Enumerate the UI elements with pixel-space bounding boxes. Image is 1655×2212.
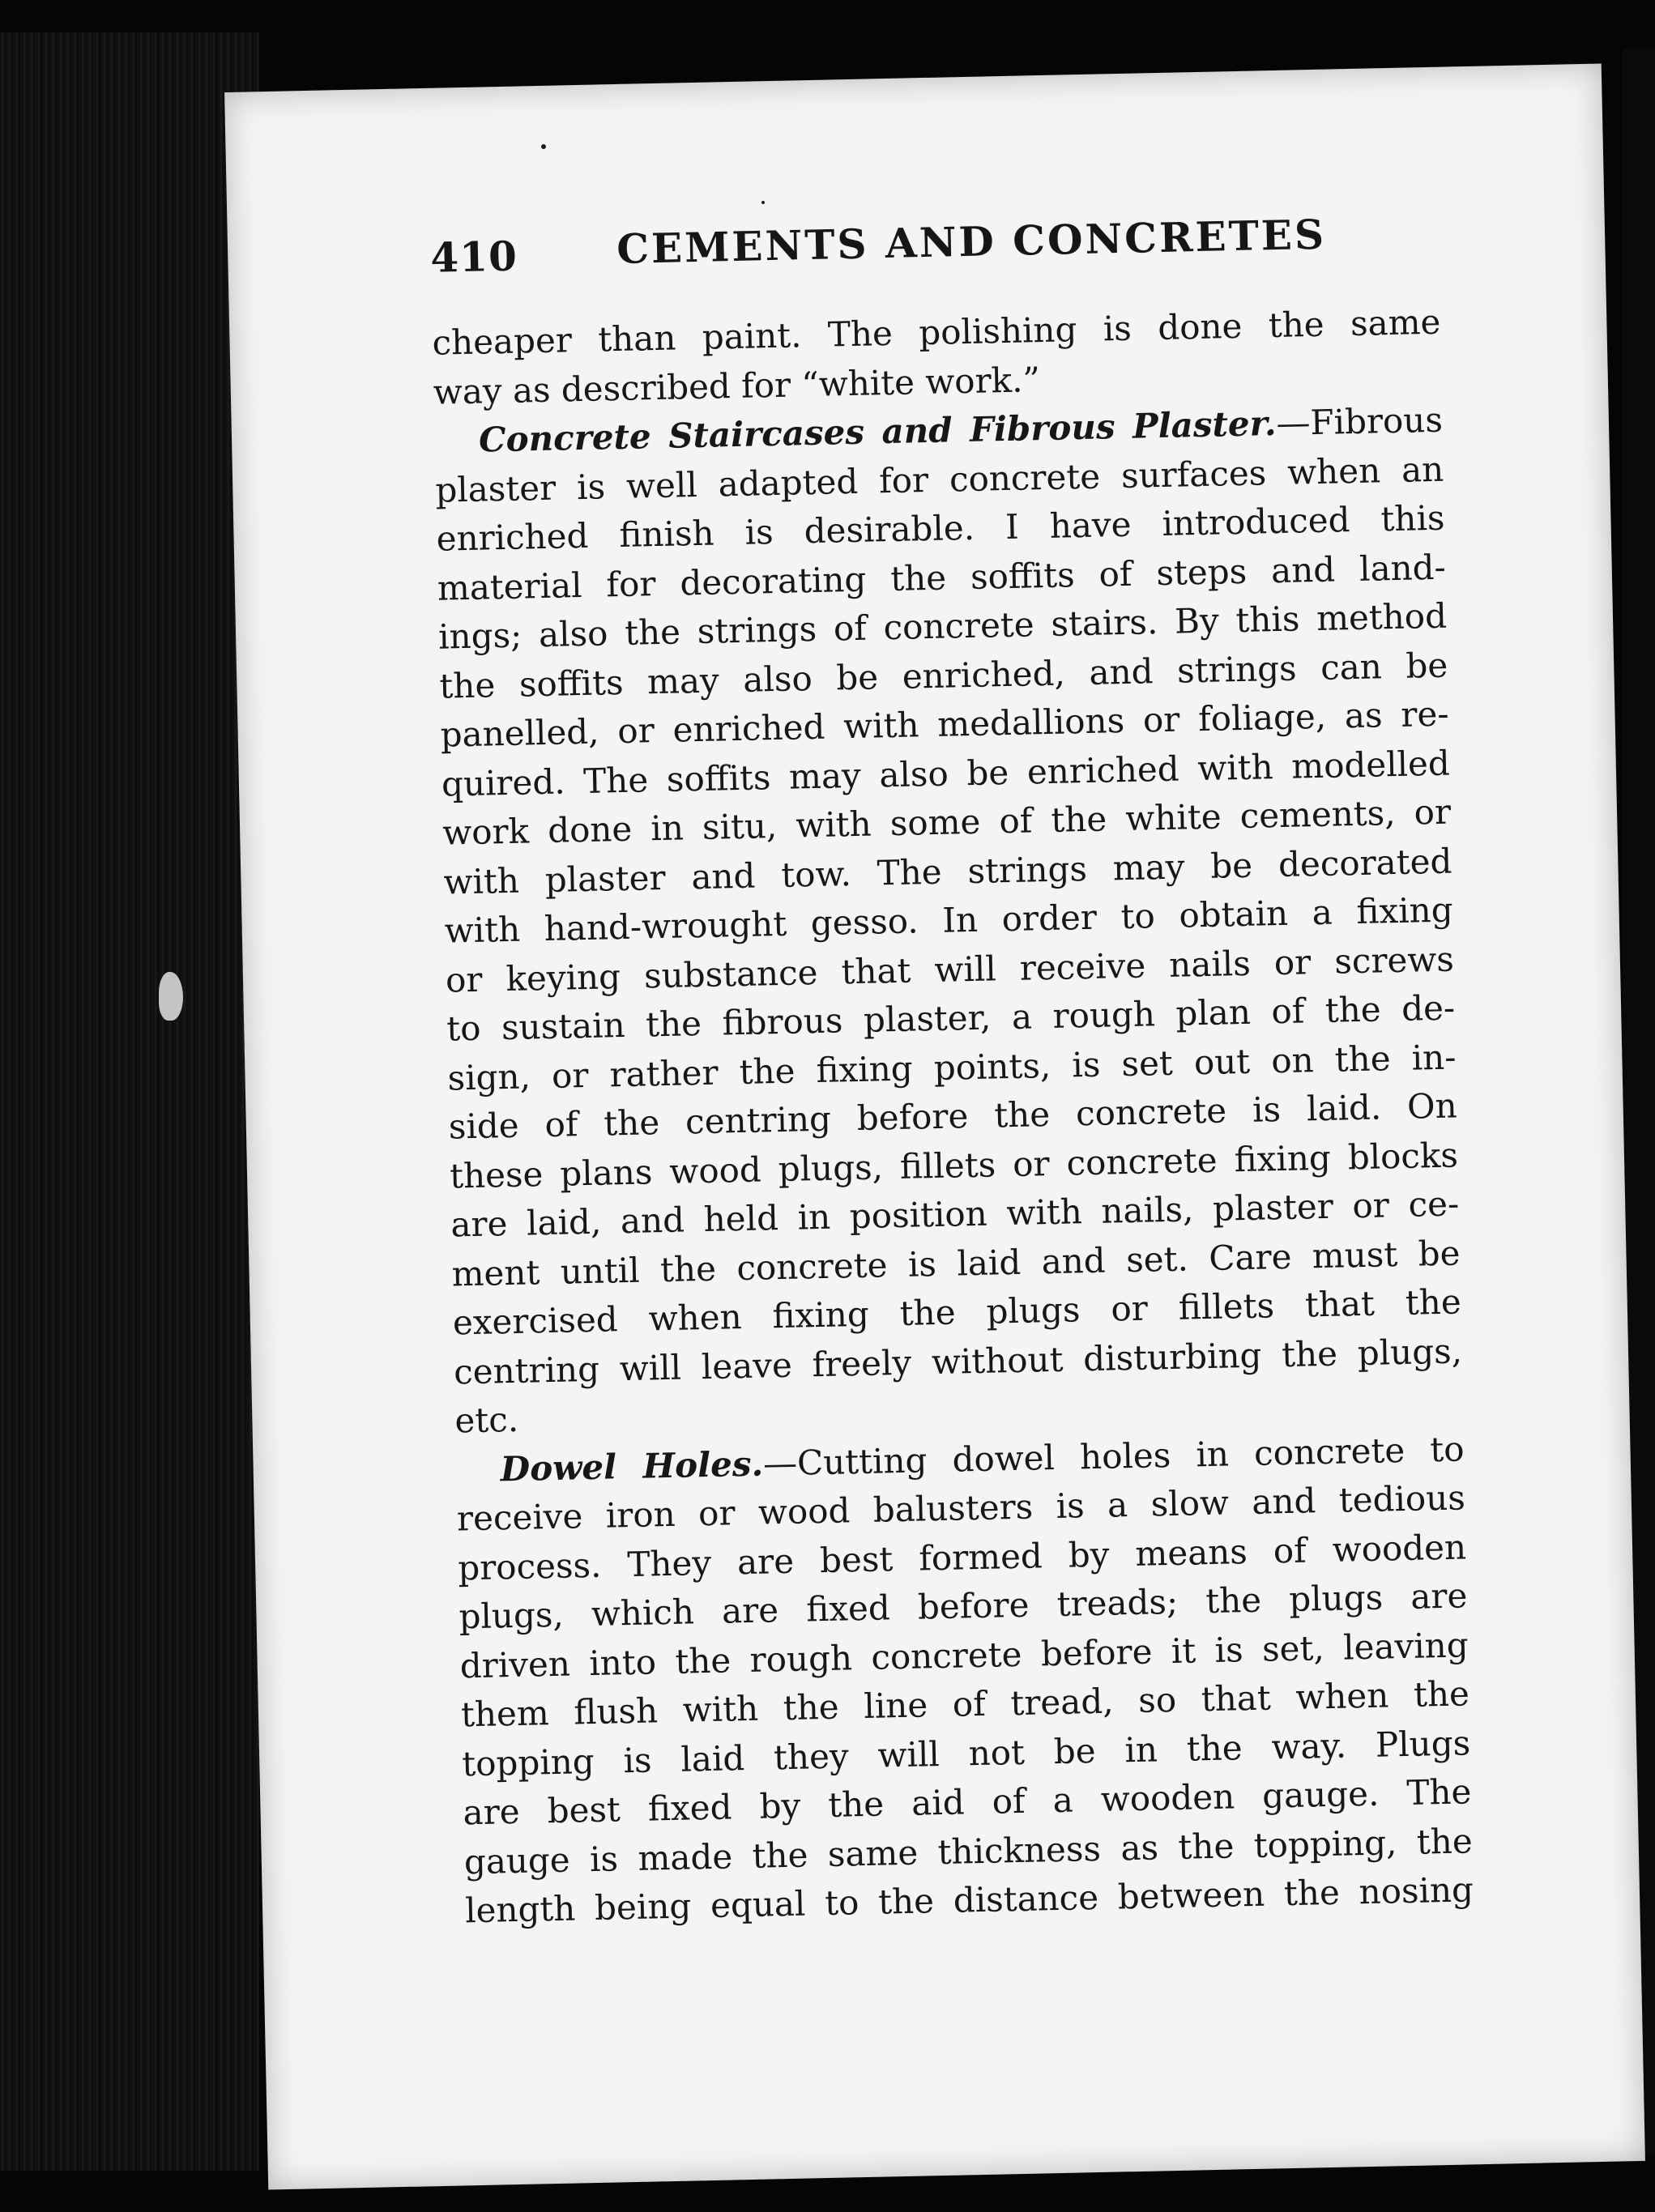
page-header <box>430 212 1484 299</box>
text-line: gauge is made the same thickness as the topping, the <box>463 1820 1474 1882</box>
text-line: are best fixed by the aid of a wooden gauge. The <box>463 1771 1472 1833</box>
text-line: to sustain the fibrous plaster, a rough plan of the de- <box>446 987 1456 1049</box>
text-line: plugs, which are fixed before treads; the plugs are <box>459 1575 1468 1637</box>
text-line: cheaper than paint. The polishing is done the same <box>432 301 1441 363</box>
text-line: ment until the concrete is laid and set. Care must be <box>451 1232 1461 1294</box>
text-line: etc. <box>454 1399 519 1441</box>
book-page <box>224 63 1645 2189</box>
section-subhead: Concrete Staircases and Fibrous Plaster. <box>478 403 1277 460</box>
paragraph <box>434 396 1464 1446</box>
text-line: quired. The soffits may also be enriched with modelled <box>441 743 1451 804</box>
text-line: are laid, and held in position with nails, plaster or ce- <box>450 1183 1460 1245</box>
book-spine-edge <box>0 32 259 2171</box>
page-number: 410 <box>429 232 518 282</box>
text-line: with hand-wrought gesso. In order to obtain a fixing <box>444 889 1454 951</box>
text-line: ings; also the strings of concrete stairs. By this method <box>437 595 1448 657</box>
text-line: process. They are best formed by means of wooden <box>457 1526 1467 1588</box>
text-line: exercised when fixing the plugs or fillets that the <box>452 1281 1462 1343</box>
text-line: work done in situ, with some of the white cements, or <box>441 791 1452 853</box>
text-line: panelled, or enriched with medallions or foliage, as re- <box>440 693 1449 755</box>
text-line: receive iron or wood balusters is a slow and tedious <box>456 1477 1466 1539</box>
text-line: enriched finish is desirable. I have introduced this <box>436 497 1445 559</box>
text-line: the soffits may also be enriched, and strings can be <box>438 645 1448 706</box>
edge-blemish <box>159 972 183 1021</box>
text-line: driven into the rough concrete before it is set, leaving <box>459 1624 1469 1686</box>
paragraph <box>455 1425 1474 1936</box>
text-line: or keying substance that will receive nails or screws <box>445 939 1455 1000</box>
text-line: topping is laid they will not be in the way. Plugs <box>461 1722 1471 1784</box>
text-line: plaster is well adapted for concrete surfaces when an <box>434 449 1444 510</box>
text-fragment: —Cutting dowel holes in concrete to <box>762 1428 1465 1484</box>
text-line: material for decorating the soffits of steps and land- <box>437 547 1447 608</box>
section-subhead: Dowel Holes. <box>500 1443 764 1489</box>
text-line: with plaster and tow. The strings may be decorated <box>443 841 1452 902</box>
running-title: CEMENTS AND CONCRETES <box>616 210 1327 273</box>
text-line: side of the centring before the concrete is laid. On <box>448 1085 1458 1147</box>
text-fragment: —Fibrous <box>1275 399 1444 443</box>
text-line: centring will leave freely without disturbing the plugs, <box>453 1330 1463 1392</box>
text-line: these plans wood plugs, fillets or concrete fixing blocks <box>449 1134 1459 1196</box>
dust-speck <box>541 144 546 149</box>
dust-speck <box>761 201 765 204</box>
text-line: way as described for “white work.” <box>433 359 1041 412</box>
text-line: them flush with the line of tread, so that when the <box>460 1673 1470 1735</box>
text-line: length being equal to the distance between the nosing <box>464 1869 1474 1931</box>
body-text <box>432 298 1474 1936</box>
text-line: sign, or rather the fixing points, is set out on the in- <box>447 1037 1457 1098</box>
